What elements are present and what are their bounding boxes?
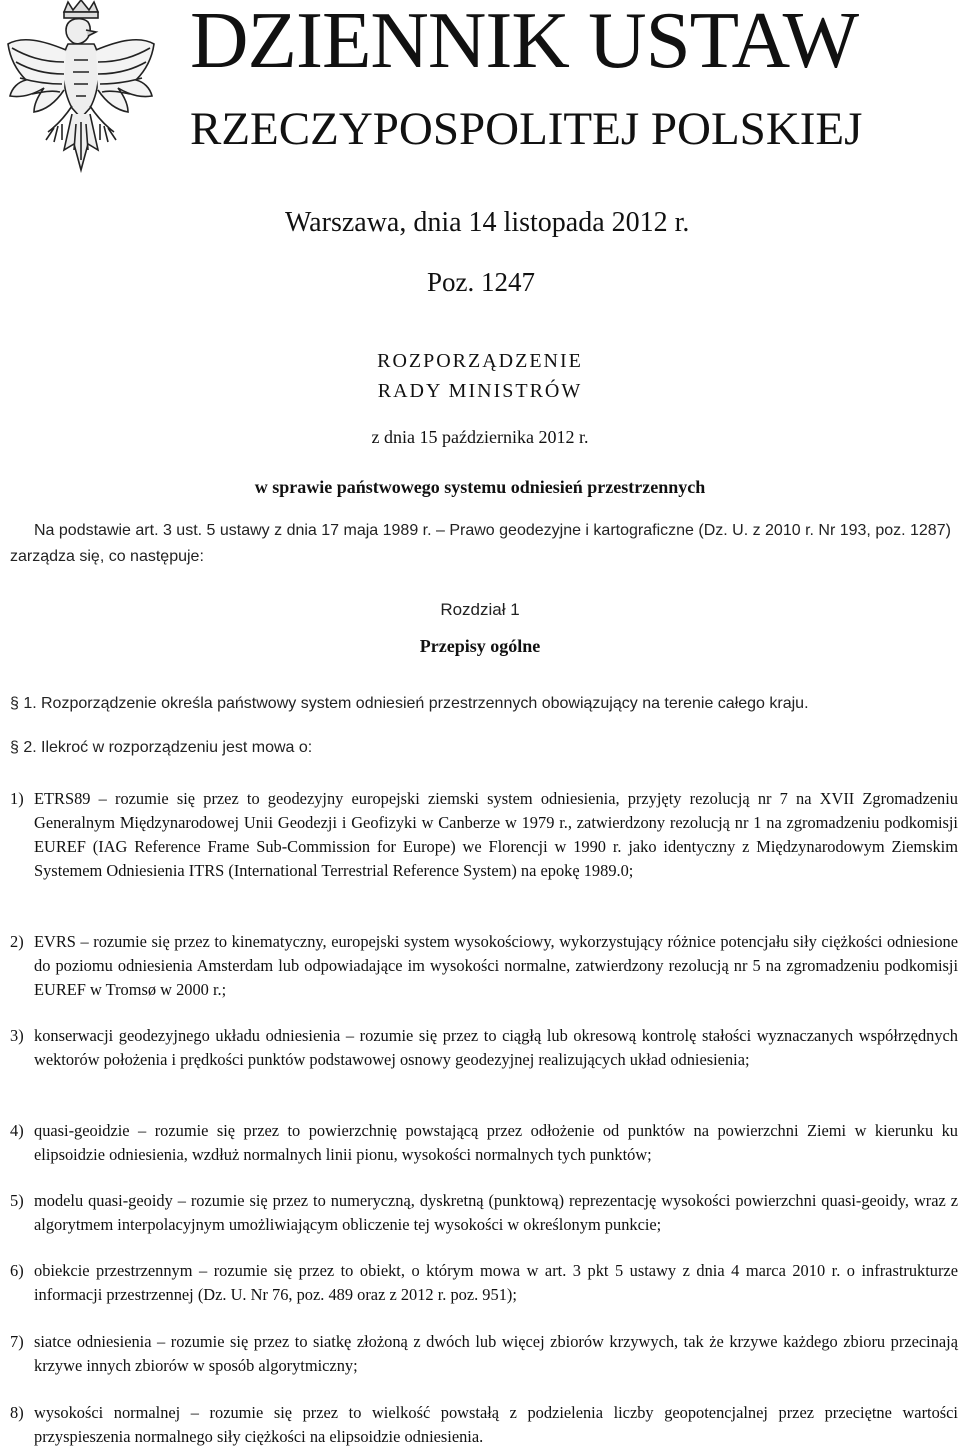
definition-number: 5) (10, 1191, 24, 1210)
act-subject: w sprawie państwowego systemu odniesień przestrzennych (254, 477, 706, 497)
chapter-title: Przepisy ogólne (419, 636, 541, 656)
masthead-title: DZIENNIK USTAW (190, 0, 859, 85)
definition-text: modelu quasi-geoidy – rozumie się przez to numeryczną, dyskretną (punktową) reprezentację wysokości powierzchni quasi-geoidy, wraz z algorytmem interpolacyjnym umożliwiającym obliczenie tej wysokości w określonym punkcie; (34, 1191, 958, 1234)
definition-text: obiekcie przestrzennym – rozumie się przez to obiekt, o którym mowa w art. 3 pkt 5 ustawy z dnia 4 marca 2010 r. o infrastrukturze informacji przestrzennej (Dz. U. Nr 76, poz. 489 oraz z 2012 r. poz. 951); (34, 1261, 958, 1304)
act-organ: RADY MINISTRÓW (377, 380, 583, 402)
act-type: ROZPORZĄDZENIE (377, 350, 583, 372)
definition-number: 6) (10, 1261, 24, 1280)
paragraph-sign: § 2. (10, 739, 37, 756)
definition-text: EVRS – rozumie się przez to kinematyczny, europejski system wysokościowy, wykorzystujący różnice potencjału siły ciężkości odniesione do poziomu odniesienia Amsterdam lub odpowiadające im wysokości normalne, zatwierdzony rezolucją nr 5 na zgromadzeniu podkomisji EUREF w Tromsø w 2000 r.; (34, 932, 958, 999)
paragraph-2 (0, 736, 960, 760)
definition-text: wysokości normalnej – rozumie się przez to wielkość powstałą z podzielenia liczby geopotencjalnej przez przeciętne wartości przyspieszenia normalnego siły ciężkości na elipsoidzie odniesienia. (34, 1403, 958, 1446)
definition-text: quasi-geoidzie – rozumie się przez to powierzchnię powstającą przez odłożenie od punktów na powierzchni Ziemi w kierunku ku elipsoidzie odniesienia, wzdłuż normalnych linii pionu, wysokości normalnych tych punktów; (34, 1121, 958, 1164)
polish-eagle-emblem-icon (2, 0, 160, 180)
definition-item (10, 787, 958, 883)
definition-item (10, 1119, 958, 1167)
chapter-number: Rozdział 1 (440, 600, 520, 619)
definition-item (10, 1401, 958, 1449)
definition-number: 8) (10, 1403, 24, 1422)
position-number: Poz. 1247 (427, 267, 535, 297)
act-date: z dnia 15 października 2012 r. (371, 427, 589, 447)
definition-number: 3) (10, 1026, 24, 1045)
definition-text: siatce odniesienia – rozumie się przez to siatkę złożoną z dwóch lub więcej zbiorów krzywych, tak że krzywe każdego zbioru przecinają krzywe innych zbiorów w sposób algorytmiczny; (34, 1332, 958, 1375)
definition-number: 7) (10, 1332, 24, 1351)
definition-item (10, 1259, 958, 1307)
paragraph-1 (0, 692, 960, 716)
definition-number: 2) (10, 932, 24, 951)
paragraph-text: Rozporządzenie określa państwowy system odniesień przestrzennych obowiązujący na terenie całego kraju. (41, 695, 809, 712)
preamble: Na podstawie art. 3 ust. 5 ustawy z dnia 17 maja 1989 r. – Prawo geodezyjne i kartograficzne (Dz. U. z 2010 r. Nr 193, poz. 1287) zarządza się, co następuje: (10, 522, 951, 565)
definition-item (10, 930, 958, 1002)
definition-text: ETRS89 – rozumie się przez to geodezyjny europejski ziemski system odniesienia, przyjęty rezolucją nr 7 na XVII Zgromadzeniu Generalnym Międzynarodowej Unii Geodezji i Geofizyki w Canberze w 1979 r., zatwierdzony rezolucją nr 1 na zgromadzeniu podkomisji EUREF (IAG Reference Frame Sub-Commission for Europe) we Florencji w 1990 r. jako identyczny z Międzynarodowym Ziemskim Systemem Odniesienia ITRS (International Terrestrial Reference System) na epokę 1989.0; (34, 789, 958, 880)
paragraph-sign: § 1. (10, 695, 37, 712)
definition-item (10, 1330, 958, 1378)
definition-number: 4) (10, 1121, 24, 1140)
issue-date: Warszawa, dnia 14 listopada 2012 r. (285, 207, 690, 238)
definition-item (10, 1189, 958, 1237)
masthead-subtitle: RZECZYPOSPOLITEJ POLSKIEJ (190, 103, 863, 155)
definition-text: konserwacji geodezyjnego układu odniesienia – rozumie się przez to ciągłą lub okresową kontrolę stałości wyznaczanych współrzędnych wektorów położenia i prędkości punktów podstawowej osnowy geodezyjnej realizujących układ odniesienia; (34, 1026, 958, 1069)
definition-number: 1) (10, 789, 24, 808)
paragraph-text: Ilekroć w rozporządzeniu jest mowa o: (41, 739, 313, 756)
definition-item (10, 1024, 958, 1072)
